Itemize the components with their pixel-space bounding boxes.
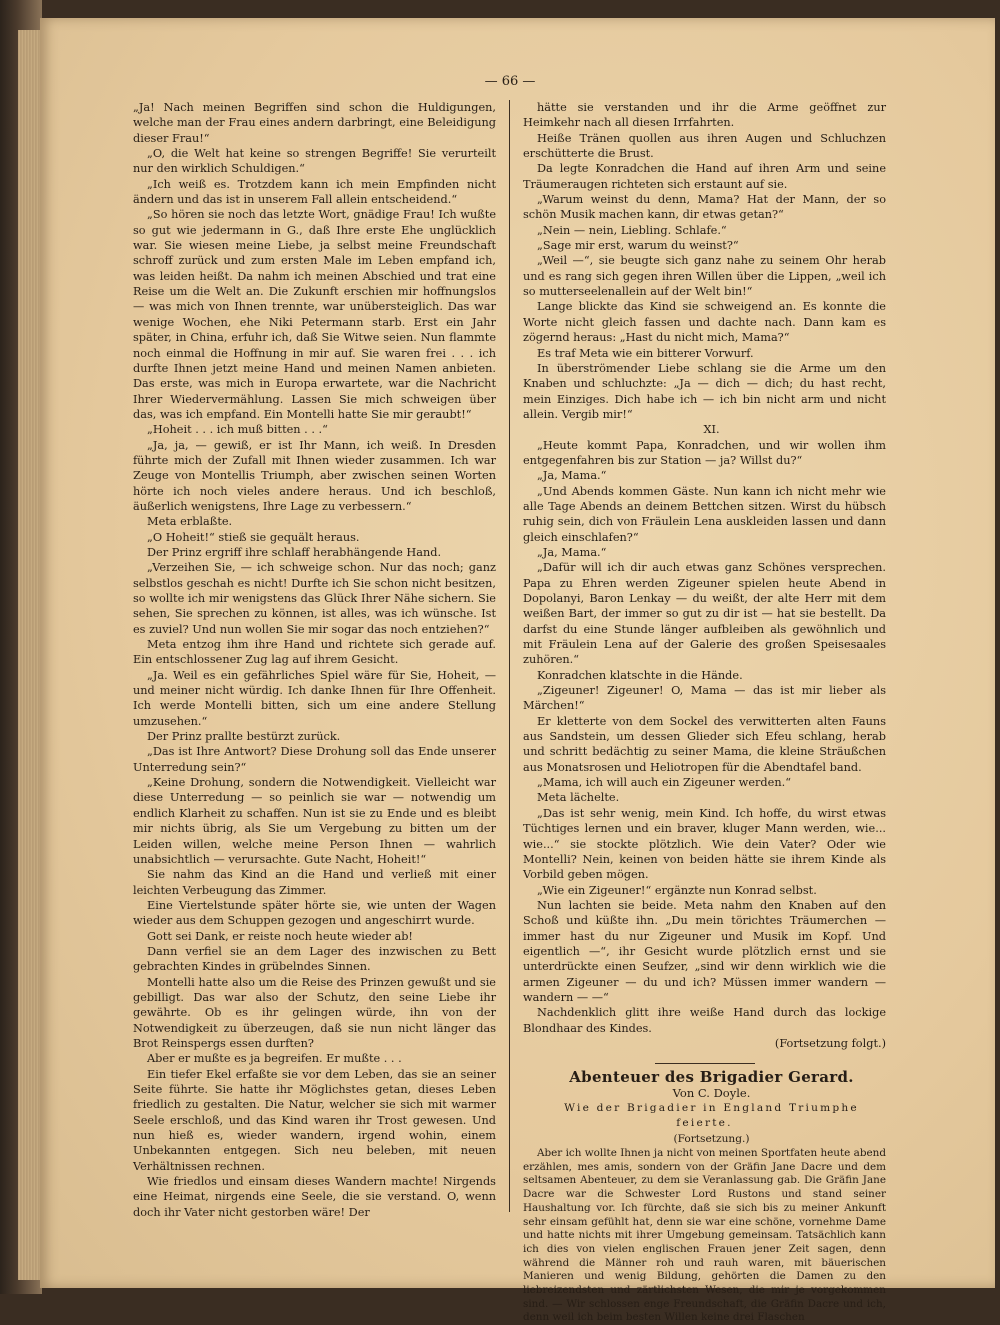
left-column	[133, 100, 496, 1220]
right-column-text	[523, 100, 886, 422]
right-column	[523, 100, 886, 1324]
story-text: Aber ich wollte Ihnen ja nicht von meinen Sportfaten heute abend erzählen, mes amis, sondern von der Gräfin Jane Dacre und dem seltsamen Abenteuer, zu dem sie Veranlassung gab. Die Gräfin Jane Dacre war die Schwester Lord Rustons und stand seiner Haushaltung vor. Ich fürchte, daß sie sich bis zu meiner Ankunft sehr einsam gefühlt hat, denn sie war eine schöne, vornehme Dame und hatte nichts mit ihrer Umgebung gemeinsam. Tatsächlich kann ich dies von vielen englischen Frauen jener Zeit sagen, denn während die Männer roh und rauh waren, mit bäuerischen Manieren und wenig Bildung, gehörten die Damen zu den liebreizendsten und zärtlichsten Wesen, die mir je vorgekommen sind. — Wir schlossen enge Freundschaft, die Gräfin Dacre und ich, denn weil ich beim besten Willen keine drei Flaschen	[523, 1147, 886, 1324]
paragraph: Meta entzog ihm ihre Hand und richtete sich gerade auf. Ein entschlossener Zug lag auf ihrem Gesicht.	[133, 638, 496, 667]
paragraph: „Weil —“, sie beugte sich ganz nahe zu seinem Ohr herab und es rang sich gegen ihren Willen über die Lippen, „weil ich so mutterseelenallein auf der Welt bin!“	[523, 254, 886, 299]
paragraph: Montelli hatte also um die Reise des Prinzen gewußt und sie gebilligt. Das war also der Schutz, den seine Liebe ihr gewährte. Ob es ihr gelingen würde, ihn von der Notwendigkeit zu überzeugen, daß sie nun nicht länger das Brot Reinspergs essen durften?	[133, 975, 496, 1050]
paragraph: „Ja. Weil es ein gefährliches Spiel wäre für Sie, Hoheit, — und meiner nicht würdig. Ich danke Ihnen für Ihre Offenheit. Ich werde Montelli bitten, sich um eine andere Stellung umzusehen.“	[133, 668, 496, 728]
paragraph: Er kletterte von dem Sockel des verwitterten alten Fauns aus Sandstein, um dessen Glieder sich Efeu schlang, herab und schritt bedächtig zu seiner Mama, die kleine Sträußchen aus Monatsrosen und Heliotropen für die Abendtafel band.	[523, 714, 886, 774]
paragraph: Meta erblaßte.	[147, 515, 233, 529]
story-title: Abenteuer des Brigadier Gerard.	[569, 1068, 854, 1087]
paragraph: Der Prinz ergriff ihre schlaff herabhängende Hand.	[147, 545, 442, 559]
paragraph: Der Prinz prallte bestürzt zurück.	[147, 730, 341, 744]
paragraph: „Sage mir erst, warum du weinst?“	[537, 239, 739, 253]
paragraph: „Das ist sehr wenig, mein Kind. Ich hoffe, du wirst etwas Tüchtiges lernen und ein braver, kluger Mann werden, wie... wie...“ sie stockte plötzlich. Wie dein Vater? Oder wie Montelli? Nein, keinen von beiden hätte sie ihrem Kinde als Vorbild geben mögen.	[523, 806, 886, 882]
paragraph: „Keine Drohung, sondern die Notwendigkeit. Vielleicht war diese Unterredung — so peinlich sie war — notwendig um endlich Klarheit zu schaffen. Nun ist sie zu Ende und es bleibt mir nichts übrig, als Sie um Vergebung zu bitten um der Leiden willen, welche meine Person Ihnen — wahrlich unabsichtlich — verursachte. Gute Nacht, Hoheit!“	[133, 776, 496, 866]
paragraph: Lange blickte das Kind sie schweigend an. Es konnte die Worte nicht gleich fassen und dachte nach. Dann kam es zögernd heraus: „Hast du nicht mich, Mama?“	[523, 300, 886, 345]
paragraph: „Mama, ich will auch ein Zigeuner werden.“	[537, 776, 791, 790]
paragraph: Da legte Konradchen die Hand auf ihren Arm und seine Träumeraugen richteten sich erstaunt auf sie.	[523, 162, 886, 191]
paragraph: „Ich weiß es. Trotzdem kann ich mein Empfinden nicht ändern und das ist in unserem Fall allein entscheidend.“	[133, 177, 496, 207]
paragraph: „Hoheit . . . ich muß bitten . . .“	[147, 423, 328, 437]
paragraph: Nun lachten sie beide. Meta nahm den Knaben auf den Schoß und küßte ihn. „Du mein törichtes Träumerchen — immer hast du nur Zigeuner und Musik im Kopf. Und eigentlich —“, ihr Gesicht wurde plötzlich ernst und sie unterdrückte einen Seufzer, „sind wir denn wirklich wie die armen Zigeuner — du und ich? Müssen immer wandern — wandern — —“	[523, 898, 886, 1004]
paragraph: Meta lächelte.	[537, 791, 620, 805]
page-number: — 66 —	[484, 74, 536, 89]
paragraph: Aber er mußte es ja begreifen. Er mußte . . .	[147, 1052, 402, 1066]
paragraph: „Ja, Mama.“	[537, 545, 607, 559]
paragraph: „Warum weinst du denn, Mama? Hat der Mann, der so schön Musik machen kann, dir etwas getan?“	[523, 193, 886, 222]
paragraph: Heiße Tränen quollen aus ihren Augen und Schluchzen erschütterte die Brust.	[523, 131, 886, 161]
paragraph: Es traf Meta wie ein bitterer Vorwurf.	[537, 346, 754, 360]
paragraph: Nachdenklich glitt ihre weiße Hand durch das lockige Blondhaar des Kindes.	[523, 1006, 886, 1035]
continuation-note: (Fortsetzung folgt.)	[774, 1036, 886, 1050]
paragraph: „Dafür will ich dir auch etwas ganz Schönes versprechen. Papa zu Ehren werden Zigeuner spielen heute Abend in Dopolanyi, Baron Lenkay — du weißt, der alte Herr mit dem weißen Bart, der immer so gut zu dir ist — hat sie bestellt. Da darfst du eine Stunde länger aufbleiben als gewöhnlich und mit Fräulein Lena auf der Galerie des großen Speisesaales zuhören.“	[523, 561, 886, 667]
paragraph: „Verzeihen Sie, — ich schweige schon. Nur das noch; ganz selbstlos geschah es nicht! Durfte ich Sie schon nicht besitzen, so wollte ich mir wenigstens das Glück Ihrer Nähe sichern. Sie sehen, Sie sprechen zu können, ist alles, was ich wünsche. Ist es zuviel? Und nun wollen Sie mir sogar das noch entziehen?“	[133, 561, 496, 636]
paragraph: Dann verfiel sie an dem Lager des inzwischen zu Bett gebrachten Kindes in grübelndes Sinnen.	[133, 944, 496, 974]
paragraph: Eine Viertelstunde später hörte sie, wie unten der Wagen wieder aus dem Schuppen gezogen und angeschirrt wurde.	[133, 898, 496, 928]
story-continued: (Fortsetzung.)	[673, 1132, 750, 1145]
paragraph: „Nein — nein, Liebling. Schlafe.“	[537, 223, 727, 237]
paragraph: Ein tiefer Ekel erfaßte sie vor dem Leben, das sie an seiner Seite führte. Sie hatte ihr Möglichstes getan, dieses Leben friedlich zu gestalten. Die Natur, welcher sie sich mit warmer Seele erschloß, und das Kind waren ihr Trost gewesen. Und nun hieß es, wieder wandern, irgend wohin, einem Unbekannten entgegen. Sich neu beleben, mit neuen Verhältnissen rechnen.	[133, 1067, 496, 1173]
paragraph: In überströmender Liebe schlang sie die Arme um den Knaben und schluchzte: „Ja — dich — dich; du hast recht, mein Einziges. Dich habe ich — ich bin nicht arm und nicht allein. Vergib mir!“	[523, 361, 886, 421]
paragraph: „Ja, Mama.“	[537, 469, 607, 483]
paragraph: „Heute kommt Papa, Konradchen, und wir wollen ihm entgegenfahren bis zur Station — ja? Willst du?“	[523, 438, 886, 467]
paragraph: „Ja! Nach meinen Begriffen sind schon die Huldigungen, welche man der Frau eines andern darbringt, eine Beleidigung dieser Frau!“	[133, 101, 496, 145]
paragraph: „Zigeuner! Zigeuner! O, Mama — das ist mir lieber als Märchen!“	[523, 684, 886, 713]
paragraph: Sie nahm das Kind an die Hand und verließ mit einer leichten Verbeugung das Zimmer.	[133, 868, 496, 897]
column-divider	[509, 100, 510, 1212]
paragraph: „Das ist Ihre Antwort? Diese Drohung soll das Ende unserer Unterredung sein?“	[133, 745, 496, 774]
paragraph: „So hören sie noch das letzte Wort, gnädige Frau! Ich wußte so gut wie jedermann in G., daß Ihre erste Ehe unglücklich war. Sie wiesen meine Liebe, ja selbst meine Freundschaft schroff zurück und zum ersten Male im Leben empfand ich, was leiden heißt. Da nahm ich meinen Abschied und trat eine Reise um die Welt an. Die Zukunft erschien mir hoffnungslos — was mich von Ihnen trennte, war unübersteiglich. Das war wenige Wochen, ehe Niki Petermann starb. Erst ein Jahr später, in China, erfuhr ich, daß Sie Witwe seien. Nun flammte noch einmal die Hoffnung in mir auf. Sie waren frei . . . ich durfte Ihnen jetzt meine Hand und meinen Namen anbieten. Das erste, was mich in Europa erwartete, war die Nachricht Ihrer Wiedervermählung. Lassen Sie mich schweigen über das, was ich empfand. Ein Montelli hatte Sie mir geraubt!“	[133, 208, 496, 421]
story-divider	[655, 1063, 755, 1064]
paragraph: hätte sie verstanden und ihr die Arme geöffnet zur Heimkehr nach all diesen Irrfahrten.	[523, 101, 886, 130]
paragraph: Wie friedlos und einsam dieses Wandern machte! Nirgends eine Heimat, nirgends eine Seele, die sie verstand. O, wenn doch ihr Vater nicht gestorben wäre! Der	[133, 1175, 496, 1219]
paragraph: „Und Abends kommen Gäste. Nun kann ich nicht mehr wie alle Tage Abends an deinem Bettchen sitzen. Wirst du hübsch ruhig sein, dich von Fräulein Lena auskleiden lassen und dann gleich einschlafen?“	[523, 484, 886, 544]
story-author: Von C. Doyle.	[672, 1085, 751, 1100]
paragraph: „Ja, ja, — gewiß, er ist Ihr Mann, ich weiß. In Dresden führte mich der Zufall mit Ihnen wieder zusammen. Ich war Zeuge von Montellis Triumph, aber zwischen seinen Worten hörte ich noch vieles andere heraus. Und ich beschloß, äußerlich wenigstens, Ihre Lage zu verbessern.“	[133, 438, 496, 513]
section-xi-text	[523, 438, 886, 1036]
paragraph: „O, die Welt hat keine so strengen Begriffe! Sie verurteilt nur den wirklich Schuldigen.“	[133, 147, 496, 176]
paragraph: „O Hoheit!“ stieß sie gequält heraus.	[147, 530, 360, 544]
paragraph: „Wie ein Zigeuner!“ ergänzte nun Konrad selbst.	[537, 883, 817, 897]
paragraph: Gott sei Dank, er reiste noch heute wieder ab!	[147, 929, 413, 943]
paragraph: Konradchen klatschte in die Hände.	[537, 668, 743, 682]
section-number: XI.	[703, 423, 720, 437]
story-subtitle: Wie der Brigadier in England Triumphe feierte.	[564, 1102, 859, 1130]
